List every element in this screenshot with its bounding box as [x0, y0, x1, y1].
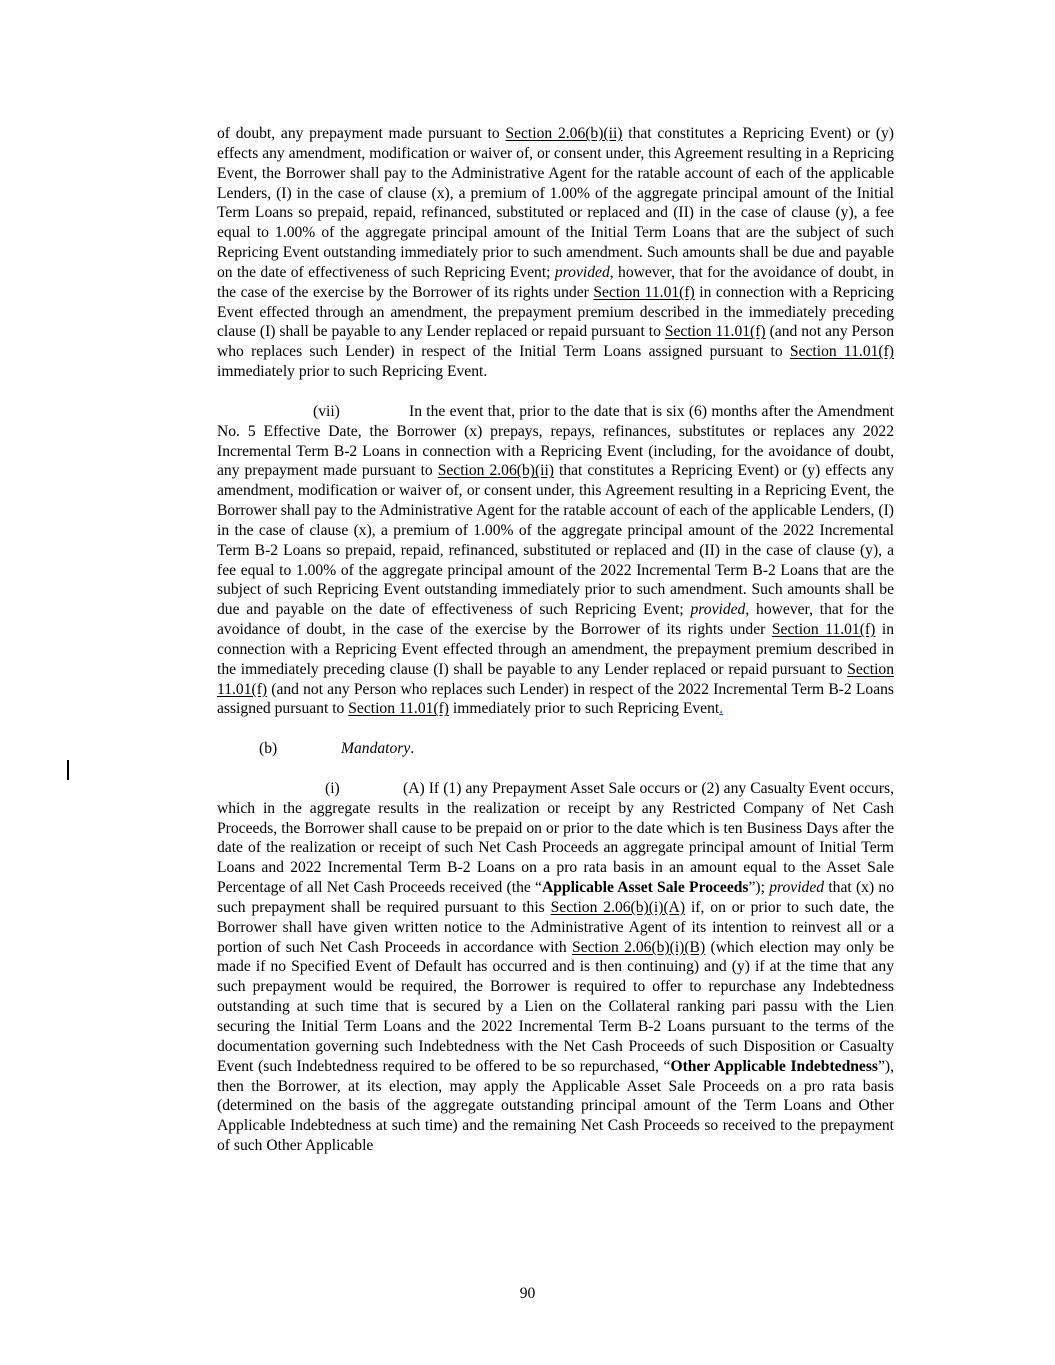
section-reference: Section 2.06(b)(i)(B) — [572, 938, 706, 956]
clause-number: (b) — [259, 740, 278, 758]
paragraph-continuation: of doubt, any prepayment made pursuant to Section 2.06(b)(ii) that constitutes a Repricing Event) or (y) effects any amendment, modification or waiver of, or consent under, this Agreement resulting in a Repricing Event, the Borrower shall pay to the Administrative Agent for the ratable account of each of the applicable Lenders, (I) in the case of clause (x), a premium of 1.00% of the aggregate principal amount of the Initial Term Loans so prepaid, repaid, refinanced, substituted or replaced and (II) in the case of clause (y), a fee equal to 1.00% of the aggregate principal amount of the Initial Term Loans that are the subject of such Repricing Event outstanding immediately prior to such amendment. Such amounts shall be due and payable on the date of effectiveness of such Repricing Event; provided, however, that for the avoidance of doubt, in the case of the exercise by the Borrower of its rights under Section 11.01(f) in connection with a Repricing Event effected through an amendment, the prepayment premium described in the immediately preceding clause (I) shall be payable to any Lender replaced or repaid pursuant to Section 11.01(f) (and not any Person who replaces such Lender) in respect of the Initial Term Loans assigned pursuant to Section 11.01(f) immediately prior to such Repricing Event. — [217, 125, 895, 381]
paragraph-vii: (vii) In the event that, prior to the date that is six (6) months after the Amendment No. 5 Effective Date, the Borrower (x) prepays, repays, refinances, substitutes or replaces any 2022 Incremental Term B-2 Loans in connection with a Repricing Event (including, for the avoidance of doubt, any prepayment made pursuant to Section 2.06(b)(ii) that constitutes a Repricing Event) or (y) effects any amendment, modification or waiver of, or consent under, this Agreement resulting in a Repricing Event, the Borrower shall pay to the Administrative Agent for the ratable account of each of the applicable Lenders, (I) in the case of clause (x), a premium of 1.00% of the aggregate principal amount of the 2022 Incremental Term B-2 Loans so prepaid, repaid, refinanced, substituted or replaced and (II) in the case of clause (y), a fee equal to 1.00% of the aggregate principal amount of the 2022 Incremental Term B-2 Loans that are the subject of such Repricing Event outstanding immediately prior to such amendment. Such amounts shall be due and payable on the date of effectiveness of such Repricing Event; provided, however, that for the avoidance of doubt, in the case of the exercise by the Borrower of its rights under Section 11.01(f) in connection with a Repricing Event effected through an amendment, the prepayment premium described in the immediately preceding clause (I) shall be payable to any Lender replaced or repaid pursuant to Section 11.01(f) (and not any Person who replaces such Lender) in respect of the 2022 Incremental Term B-2 Loans assigned pursuant to Section 11.01(f) immediately prior to such Repricing Event. — [217, 402, 894, 718]
section-reference: Section 2.06(b)(ii) — [437, 462, 554, 480]
revision-mark: . — [719, 700, 724, 718]
section-reference: Section 11.01(f) — [348, 700, 449, 718]
section-reference: Section 11.01(f) — [664, 323, 766, 341]
section-reference: Section 2.06(b)(i)(A) — [550, 898, 686, 916]
clause-number: (vii) — [313, 402, 340, 420]
paragraph-i: (i) (A) If (1) any Prepayment Asset Sale occurs or (2) any Casualty Event occurs, which in the aggregate results in the realization or receipt by any Restricted Company of Net Cash Proceeds, the Borrower shall cause to be prepaid on or prior to the date which is ten Business Days after the date of the realization or receipt of such Net Cash Proceeds an aggregate principal amount of Initial Term Loans and 2022 Incremental Term B-2 Loans on a pro rata basis in an amount equal to the Asset Sale Percentage of all Net Cash Proceeds received (the “Applicable Asset Sale Proceeds”); provided that (x) no such prepayment shall be required pursuant to this Section 2.06(b)(i)(A) if, on or prior to such date, the Borrower shall have given written notice to the Administrative Agent of its intention to reinvest all or a portion of such Net Cash Proceeds in accordance with Section 2.06(b)(i)(B) (which election may only be made if no Specified Event of Default has occurred and is then continuing) and (y) if at the time that any such prepayment would be required, the Borrower is required to offer to repurchase any Indebtedness outstanding at such time that is secured by a Lien on the Collateral ranking pari passu with the Lien securing the Initial Term Loans and the 2022 Incremental Term B-2 Loans pursuant to the terms of the documentation governing such Indebtedness with the Net Cash Proceeds of such Disposition or Casualty Event (such Indebtedness required to be offered to be so repurchased, “Other Applicable Indebtedness”), then the Borrower, at its election, may apply the Applicable Asset Sale Proceeds on a pro rata basis (determined on the basis of the aggregate outstanding principal amount of the Term Loans and Other Applicable Indebtedness at such time) and the remaining Net Cash Proceeds so received to the prepayment of such Other Applicable — [217, 779, 895, 1155]
revision-change-bar — [67, 760, 69, 780]
document-body — [217, 124, 894, 1156]
page-number: 90 — [519, 1285, 536, 1302]
section-reference: Section 11.01(f) — [771, 621, 876, 639]
section-reference: Section 11.01(f) — [593, 283, 695, 301]
section-heading: Mandatory — [341, 740, 411, 758]
clause-number: (i) — [325, 779, 340, 797]
section-reference: Section 2.06(b)(ii) — [505, 125, 623, 142]
section-reference: Section 11.01(f) — [789, 343, 894, 361]
section-reference: Section 11.01(f) — [217, 660, 894, 698]
defined-term: Applicable Asset Sale Proceeds — [541, 879, 749, 897]
paragraph-b-heading: (b) Mandatory. — [259, 740, 415, 758]
defined-term: Other Applicable Indebtedness — [670, 1057, 878, 1075]
